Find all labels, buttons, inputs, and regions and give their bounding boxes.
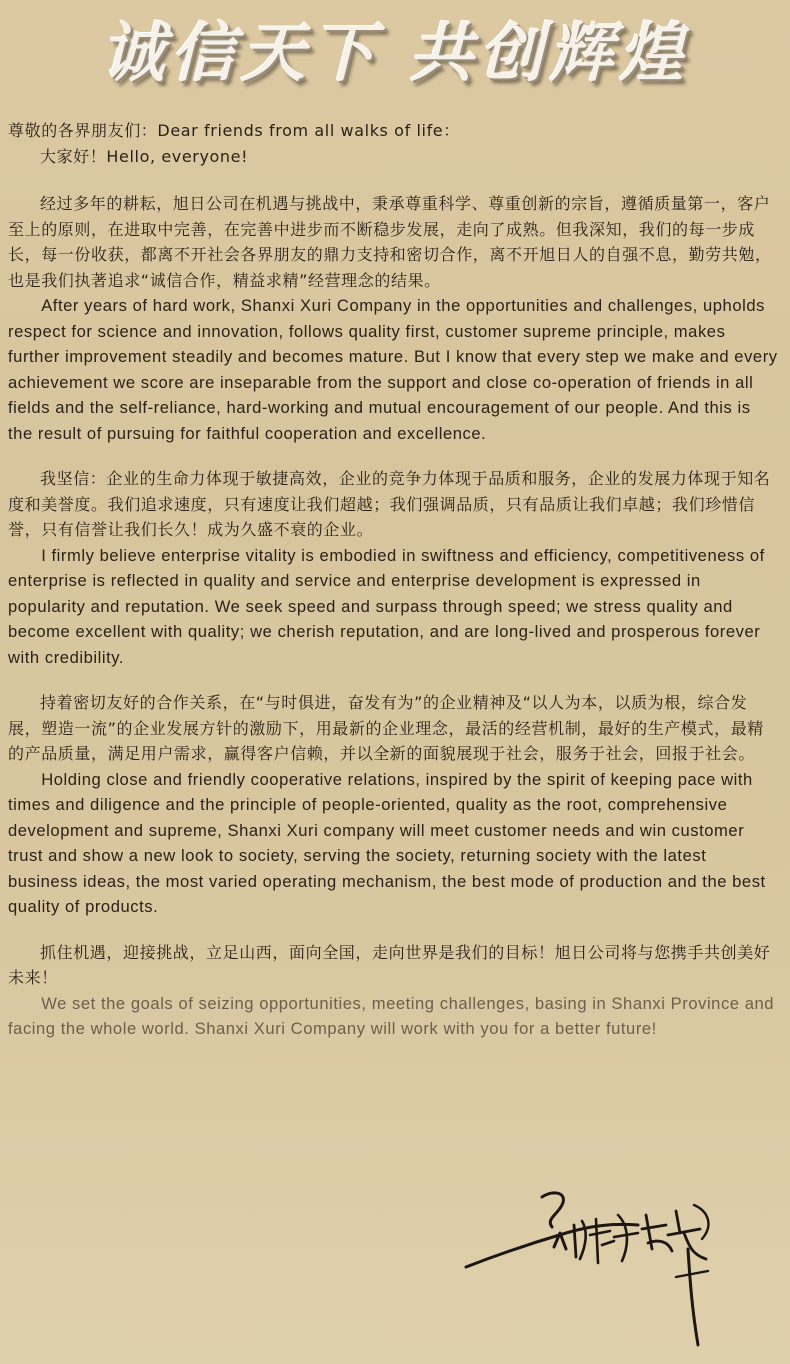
paragraph-2-en: I firmly believe enterprise vitality is embodied in swiftness and efficiency, competitiveness of enterprise is reflected in quality and service and enterprise development is expressed in popularity and reputation. We seek speed and surpass through speed; we stress quality and become excellent with quality; we cherish reputation, and are long-lived and prosperous forever with credibility.: [8, 545, 765, 667]
paragraph-4-en: We set the goals of seizing opportunities, meeting challenges, basing in Shanxi Province and facing the whole world. Shanxi Xuri Company will work with you for a better future!: [8, 993, 775, 1038]
paragraph-1-en: After years of hard work, Shanxi Xuri Company in the opportunities and challenges, upholds respect for science and innovation, follows quality first, customer supreme principle, makes further improvement steadily and becomes mature. But I know that every step we make and every achievement we score are inseparable from the support and close co-operation of friends in all fields and the self-reliance, hard-working and mutual encouragement of our people. And this is the result of pursuing for faithful cooperation and excellence.: [8, 296, 778, 443]
salutation: 尊敬的各界朋友们：Dear friends from all walks of life：: [8, 121, 460, 140]
greeting: 大家好！Hello, everyone!: [40, 146, 249, 166]
paragraph-2-zh: 我坚信：企业的生命力体现于敏捷高效，企业的竞争力体现于品质和服务，企业的发展力体现于知名度和美誉度。我们追求速度，只有速度让我们超越；我们强调品质，只有品质让我们卓越；我们珍惜信誉，只有信誉让我们长久！成为久盛不衰的企业。: [8, 469, 771, 539]
paragraph-3-zh: 持着密切友好的合作关系，在“与时俱进，奋发有为”的企业精神及“以人为本，以质为根，综合发展，塑造一流”的企业发展方针的激励下，用最新的企业理念，最活的经营机制，最好的生产模式，最精的产品质量，满足用户需求，赢得客户信赖，并以全新的面貌展现于社会，服务于社会，回报于社会。: [8, 693, 764, 763]
paragraph-4-zh: 抓住机遇，迎接挑战，立足山西，面向全国，走向世界是我们的目标！旭日公司将与您携手共创美好未来！: [8, 942, 771, 987]
header-banner: [0, 0, 790, 98]
paragraph-3-en: Holding close and friendly cooperative relations, inspired by the spirit of keeping pace with times and diligence and the principle of people-oriented, quality as the root, comprehensive development and supreme, Shanxi Xuri company will meet customer needs and win customer trust and show a new look to society, serving the society, returning society with the latest business ideas, the most varied operating mechanism, the best mode of production and the best quality of products.: [8, 769, 766, 916]
page-title: 诚信天下 共创辉煌: [100, 17, 690, 91]
paragraph-1-zh: 经过多年的耕耘，旭日公司在机遇与挑战中，秉承尊重科学、尊重创新的宗旨，遵循质量第一，客户至上的原则，在进取中完善，在完善中进步而不断稳步发展，走向了成熟。但我深知，我们的每一步成长，每一份收获，都离不开社会各界朋友的鼎力支持和密切合作，离不开旭日人的自强不息，勤劳共勉，也是我们执著追求“诚信合作，精益求精”经营理念的结果。: [8, 194, 772, 290]
letter-body: [8, 118, 778, 1042]
handwritten-signature-icon: [462, 1185, 732, 1350]
